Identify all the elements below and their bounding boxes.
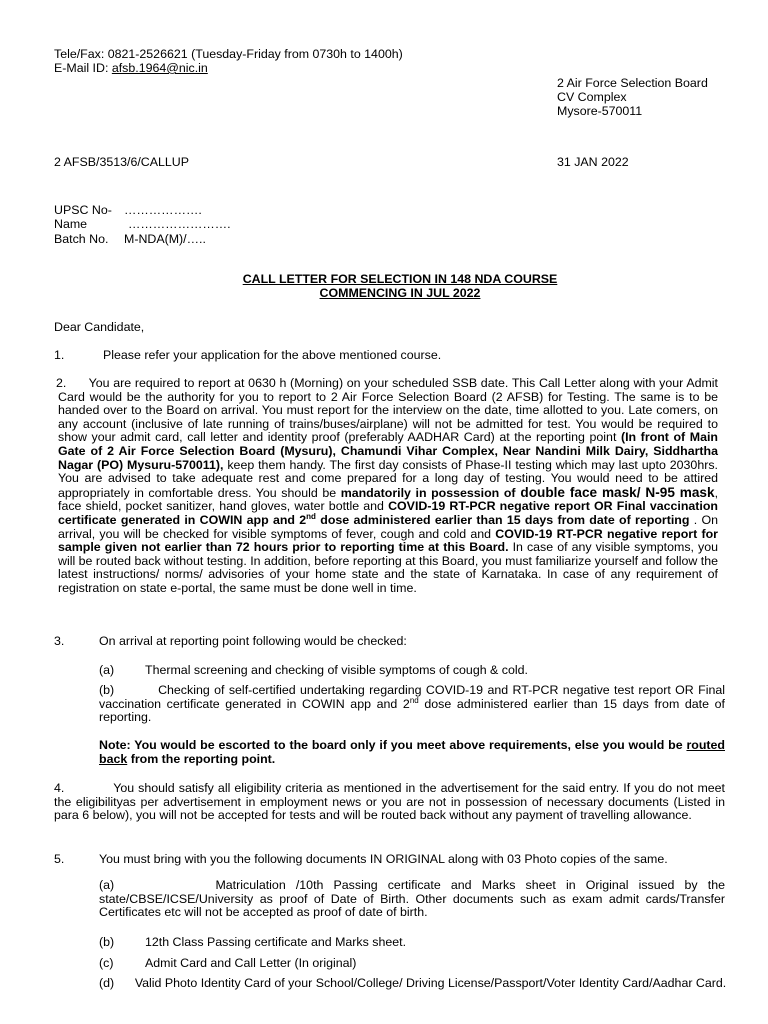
letter-date: 31 JAN 2022 bbox=[557, 155, 629, 169]
para-2-number: 2. bbox=[56, 376, 67, 390]
reference-number: 2 AFSB/3513/6/CALLUP bbox=[54, 155, 190, 169]
para-3b-text-1: Checking of self-certified undertaking regarding COVID-19 and RT-PCR negative test report OR Final vaccination certificate generated in COWIN app and 2 bbox=[99, 683, 726, 711]
reporting-point-address: (In front of Main Gate of 2 Air Force Selection Board (Mysuru), Chamundi Vihar Complex, Near Nandini Milk Dairy, Siddhartha Nagar (PO) Mysuru-570011), bbox=[58, 430, 718, 472]
para-5c-text: Admit Card and Call Letter (In original) bbox=[145, 956, 357, 970]
para-1-number: 1. bbox=[54, 348, 65, 362]
para-5b-text: 12th Class Passing certificate and Marks sheet. bbox=[145, 935, 407, 949]
para-5d-number: (d) bbox=[99, 976, 115, 990]
covid-dose-superscript: nd bbox=[306, 511, 316, 521]
para-3-note bbox=[99, 739, 725, 766]
rtpcr-72h-requirement: COVID-19 RT-PCR negative report for sample given not earlier than 72 hours prior to reporting time at this Board. bbox=[58, 526, 718, 555]
email-line bbox=[54, 61, 208, 75]
address-line-1: 2 Air Force Selection Board bbox=[557, 76, 708, 90]
tel-fax-line: Tele/Fax: 0821-2526621 (Tuesday-Friday from 0730h to 1400h) bbox=[54, 47, 403, 61]
covid-dose-requirement: dose administered earlier than 15 days from date of reporting bbox=[315, 512, 690, 527]
para-5b-number: (b) bbox=[99, 935, 115, 949]
para-4 bbox=[54, 782, 725, 823]
address-line-2: CV Complex bbox=[557, 90, 627, 104]
para-4-number: 4. bbox=[54, 781, 65, 795]
para-5-text: You must bring with you the following documents IN ORIGINAL along with 03 Photo copies of the same. bbox=[99, 852, 668, 866]
para-5a-number: (a) bbox=[99, 878, 115, 892]
name-value: ……………………. bbox=[128, 217, 231, 231]
mandatory-possession: mandatorily in possession of bbox=[340, 485, 516, 500]
note-text-1: Note: You would be escorted to the board only if you meet above requirements, else you would be bbox=[99, 738, 687, 752]
para-2-text-4: . On arrival, you will be checked for visible symptoms of fever, cough and cold and bbox=[58, 512, 719, 541]
para-5-number: 5. bbox=[54, 852, 65, 866]
covid-report-requirement: COVID-19 RT-PCR negative report OR Final vaccination certificate generated in COWIN app and 2 bbox=[58, 499, 718, 527]
para-3a-text: Thermal screening and checking of visible symptoms of cough & cold. bbox=[145, 663, 528, 677]
para-4-text: You should satisfy all eligibility criteria as mentioned in the advertisement for the said entry. If you do not meet the eligibilityas per advertisement in employment news or you are not in possession of necessary documents (Listed in para 6 below), you will not be accepted for tests and will be routed back without any payment of travelling allowance. bbox=[54, 781, 725, 823]
para-3b bbox=[99, 684, 725, 725]
upsc-label: UPSC No- bbox=[54, 203, 112, 217]
email-link[interactable]: afsb.1964@nic.in bbox=[111, 61, 208, 75]
para-3-text: On arrival at reporting point following would be checked: bbox=[99, 634, 407, 648]
email-label: E-Mail ID: bbox=[54, 61, 109, 75]
para-5a-text: Matriculation /10th Passing certificate and Marks sheet in Original issued by the state/CBSE/ICSE/University as proof of Date of Birth. Other documents such as exam admit cards/Transfer Certificates etc will not be accepted as proof of date of birth. bbox=[99, 878, 725, 920]
para-3-number: 3. bbox=[54, 634, 65, 648]
para-2-text-3: , face shield, pocket sanitizer, hand gloves, water bottle and bbox=[58, 485, 719, 514]
para-2-text-1: You are required to report at 0630 h (Morning) on your scheduled SSB date. This Call Letter along with your Admit Card would be the authority for you to report to 2 Air Force Selection Board (2 AFSB) for Testing. The same is to be handed over to the Board on arrival. You must report for the interview on the date, time allotted to you. Late comers, on any account (inclusive of late running of trains/buses/airplane) will not be admitted for test. You would be required to show your admit card, call letter and identity proof (preferably AADHAR Card) at the reporting point bbox=[58, 376, 718, 445]
para-3b-text-2: dose administered earlier than 15 days from date of reporting. bbox=[99, 696, 725, 725]
note-text-2: from the reporting point. bbox=[127, 751, 276, 766]
para-5c-number: (c) bbox=[99, 956, 114, 970]
para-2-text-2: keep them handy. The first day consists of Phase-II testing which may last upto 2030hrs. You are advised to take adequate rest and come prepared for a long day of testing. You would need to be attired appropriately in comfortable dress. You should be bbox=[58, 457, 718, 500]
para-3b-number: (b) bbox=[99, 683, 115, 697]
para-2 bbox=[58, 377, 718, 596]
para-3b-superscript: nd bbox=[409, 695, 419, 705]
para-5d bbox=[99, 977, 735, 991]
para-3a-number: (a) bbox=[99, 663, 115, 677]
letter-title-line-1: CALL LETTER FOR SELECTION IN 148 NDA COURSE bbox=[242, 272, 558, 286]
para-5d-text: Valid Photo Identity Card of your School/College/ Driving License/Passport/Voter Identity Card/Aadhar Card. bbox=[134, 976, 727, 990]
note-routed-back: routed back bbox=[99, 738, 725, 766]
face-mask-requirement: double face mask/ N-95 mask bbox=[515, 484, 715, 500]
para-5a bbox=[99, 879, 725, 920]
para-2-text-5: In case of any visible symptoms, you will be routed back without testing. In addition, before reporting at this Board, you must familiarize yourself and follow the latest instructions/ norms/ advisories of your home state and the state of Karnataka. In case of any requirement of registration on state e-portal, the same must be done well in time. bbox=[58, 540, 718, 595]
address-line-3: Mysore-570011 bbox=[557, 104, 643, 118]
batch-value: M-NDA(M)/….. bbox=[124, 232, 206, 246]
salutation: Dear Candidate, bbox=[54, 320, 145, 334]
para-1-text: Please refer your application for the above mentioned course. bbox=[103, 348, 442, 362]
batch-label: Batch No. bbox=[54, 232, 109, 246]
upsc-value: ………………. bbox=[124, 203, 202, 217]
name-label: Name bbox=[54, 217, 88, 231]
letter-title-line-2: COMMENCING IN JUL 2022 bbox=[319, 286, 481, 300]
